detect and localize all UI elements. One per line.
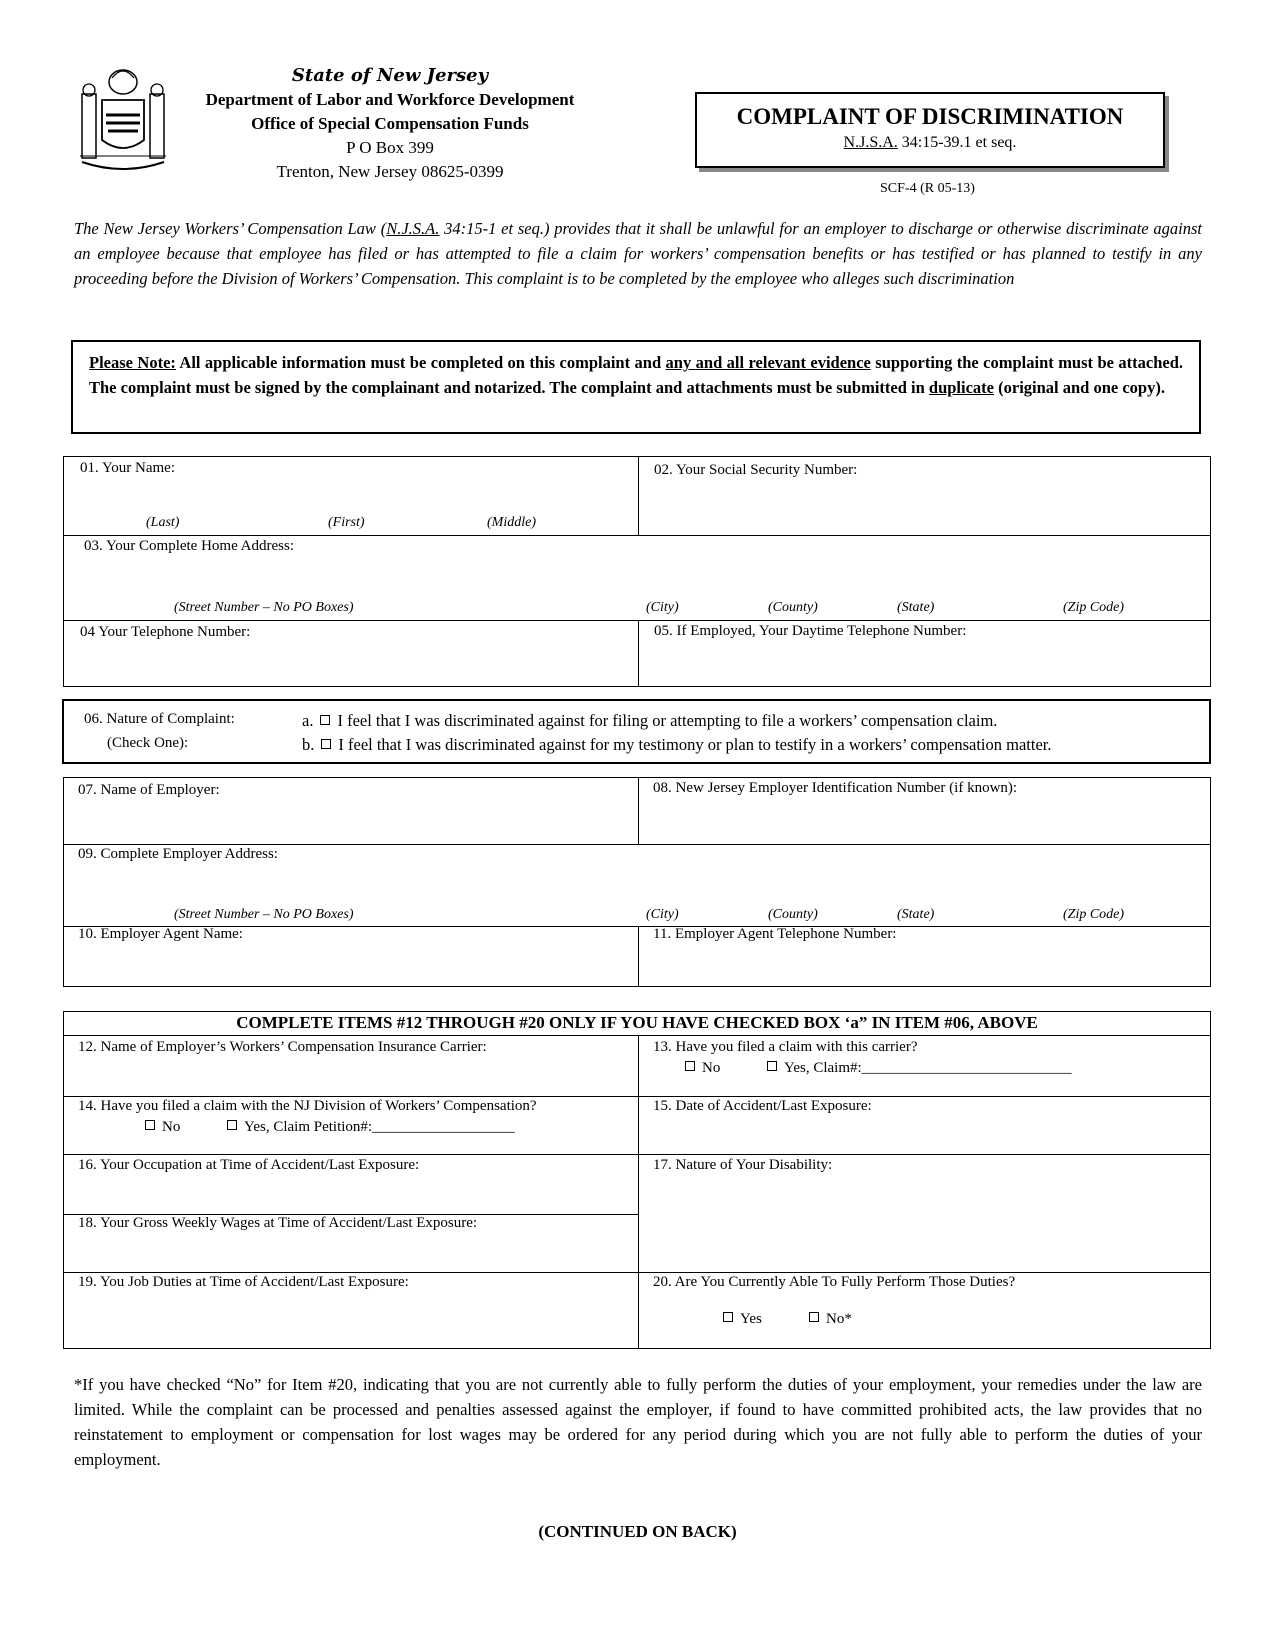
po-box: P O Box 399: [346, 138, 434, 157]
home-state-label: (State): [897, 600, 935, 615]
employer-agent-name-field[interactable]: 10. Employer Agent Name:: [78, 926, 243, 942]
able-yes-label: Yes: [740, 1311, 762, 1327]
complaint-option-a[interactable]: [302, 711, 997, 731]
division-no-checkbox[interactable]: [145, 1120, 155, 1130]
carrier-claim-yes-option[interactable]: [760, 1060, 1072, 1077]
home-street-label: (Street Number – No PO Boxes): [174, 600, 354, 615]
nature-of-complaint-label: 06. Nature of Complaint:: [84, 711, 235, 727]
employer-id-field[interactable]: 08. New Jersey Employer Identification Number (if known):: [653, 780, 1018, 796]
division-claim-no-option[interactable]: [138, 1119, 180, 1136]
intro-text-2: 34:15-1 et seq.) provides that it shall be unlawful for an employer to discharge or otherwise discriminate against an employee because that employee has filed or has attempted to file a claim for workers’ compensation benefits or has testified or has planned to testify in any proceeding before the Division of Workers’ Compensation. This complaint is to be completed by the employee who alleges such discrimination: [74, 219, 1202, 288]
home-county-label: (County): [768, 600, 818, 615]
able-yes-checkbox[interactable]: [723, 1312, 733, 1322]
home-zip-label: (Zip Code): [1063, 600, 1125, 615]
state-seal-image: [74, 60, 172, 178]
daytime-telephone-field[interactable]: 05. If Employed, Your Daytime Telephone Number:: [654, 623, 967, 639]
option-a-checkbox[interactable]: [320, 715, 330, 725]
employer-city-label: (City): [646, 907, 679, 922]
option-a-text: I feel that I was discriminated against for filing or attempting to file a workers’ compensation claim.: [337, 711, 998, 730]
complaint-option-b[interactable]: [302, 735, 1052, 755]
carrier-no-label: No: [702, 1060, 721, 1076]
ssn-field[interactable]: 02. Your Social Security Number:: [654, 462, 858, 478]
employer-county-label: (County): [768, 907, 818, 922]
please-note-box: [71, 340, 1201, 434]
note-duplicate: duplicate: [928, 378, 994, 397]
option-a-letter: a.: [302, 711, 314, 730]
disability-nature-field[interactable]: 17. Nature of Your Disability:: [653, 1157, 833, 1173]
your-name-field[interactable]: 01. Your Name:: [80, 460, 176, 476]
intro-paragraph: [74, 216, 1202, 291]
note-text-1: All applicable information must be completed on this complaint and: [175, 353, 666, 372]
employer-agent-phone-field[interactable]: 11. Employer Agent Telephone Number:: [653, 926, 897, 942]
able-to-perform-question: 20. Are You Currently Able To Fully Perform Those Duties?: [653, 1274, 1016, 1290]
option-b-text: I feel that I was discriminated against for my testimony or plan to testify in a workers’ compensation matter.: [338, 735, 1052, 754]
accident-date-field[interactable]: 15. Date of Accident/Last Exposure:: [653, 1098, 872, 1114]
agency-city: Trenton, New Jersey 08625-0399: [276, 162, 504, 181]
form-number: SCF-4 (R 05-13): [880, 181, 975, 196]
claim-details-section: [63, 1011, 1211, 1349]
home-address-field[interactable]: 03. Your Complete Home Address:: [84, 538, 294, 554]
division-yes-label: Yes, Claim Petition#:___________________: [244, 1119, 515, 1135]
carrier-claim-question: 13. Have you filed a claim with this carrier?: [653, 1039, 918, 1055]
name-middle-label: (Middle): [487, 515, 536, 530]
carrier-claim-no-option[interactable]: [678, 1060, 720, 1077]
form-title-box: [695, 92, 1165, 168]
department-name: Department of Labor and Workforce Development: [205, 90, 575, 109]
gross-wages-field[interactable]: 18. Your Gross Weekly Wages at Time of Accident/Last Exposure:: [78, 1215, 478, 1231]
nature-of-complaint-section: [62, 699, 1211, 764]
agency-header: [175, 64, 605, 184]
division-yes-checkbox[interactable]: [227, 1120, 237, 1130]
option-b-letter: b.: [302, 735, 315, 754]
insurance-carrier-field[interactable]: 12. Name of Employer’s Workers’ Compensation Insurance Carrier:: [78, 1039, 487, 1055]
carrier-yes-label: Yes, Claim#:____________________________: [784, 1060, 1072, 1076]
division-claim-question: 14. Have you filed a claim with the NJ Division of Workers’ Compensation?: [78, 1098, 537, 1114]
state-name: State of New Jersey: [291, 65, 489, 86]
division-no-label: No: [162, 1119, 181, 1135]
employer-name-field[interactable]: 07. Name of Employer:: [78, 782, 220, 798]
continued-on-back: (CONTINUED ON BACK): [538, 1522, 737, 1541]
note-evidence: any and all relevant evidence: [665, 353, 871, 372]
please-note-text: [89, 350, 1183, 400]
statute-number: 34:15-39.1 et seq.: [897, 134, 1017, 151]
employer-address-field[interactable]: 09. Complete Employer Address:: [78, 846, 278, 862]
employer-street-label: (Street Number – No PO Boxes): [174, 907, 354, 922]
employer-state-label: (State): [897, 907, 935, 922]
statute-reference: [697, 134, 1163, 152]
check-one-label: (Check One):: [107, 735, 189, 751]
carrier-yes-checkbox[interactable]: [767, 1061, 777, 1071]
item-20-footnote: *If you have checked “No” for Item #20, indicating that you are not currently able to fully perform the duties of your employment, your remedies under the law are limited. While the complaint can be processed and penalties assessed against the employer, if found to have committed prohibited acts, the law provides that no reinstatement to employment or compensation for lost wages may be ordered for any period during which you are not fully able to perform the duties of your employment.: [74, 1375, 1202, 1469]
home-city-label: (City): [646, 600, 679, 615]
able-no-label: No*: [826, 1311, 852, 1327]
intro-text-1: The New Jersey Workers’ Compensation Law (: [74, 219, 387, 238]
employer-info-section: [63, 777, 1211, 987]
carrier-no-checkbox[interactable]: [685, 1061, 695, 1071]
name-first-label: (First): [328, 515, 365, 530]
employer-zip-label: (Zip Code): [1063, 907, 1125, 922]
statute-abbrev: N.J.S.A.: [843, 134, 898, 151]
form-title: COMPLAINT OF DISCRIMINATION: [736, 104, 1124, 129]
option-b-checkbox[interactable]: [321, 739, 331, 749]
able-no-option[interactable]: [802, 1311, 852, 1328]
occupation-field[interactable]: 16. Your Occupation at Time of Accident/Last Exposure:: [78, 1157, 420, 1173]
job-duties-field[interactable]: 19. You Job Duties at Time of Accident/Last Exposure:: [78, 1274, 409, 1290]
name-last-label: (Last): [146, 515, 180, 530]
note-text-2: supporting the complaint must be attached. The complaint must be signed by the complainant and notarized. The complaint and attachments must be submitted in: [89, 353, 1183, 397]
claim-details-heading: COMPLETE ITEMS #12 THROUGH #20 ONLY IF YOU HAVE CHECKED BOX ‘a” IN ITEM #06, ABOVE: [236, 1013, 1038, 1032]
complainant-info-section: [63, 456, 1211, 687]
division-claim-yes-option[interactable]: [220, 1119, 515, 1136]
able-yes-option[interactable]: [716, 1311, 762, 1328]
note-label: Please Note:: [89, 353, 176, 372]
telephone-field[interactable]: 04 Your Telephone Number:: [80, 624, 251, 640]
note-text-3: (original and one copy).: [994, 378, 1165, 397]
able-no-checkbox[interactable]: [809, 1312, 819, 1322]
office-name: Office of Special Compensation Funds: [251, 114, 529, 133]
intro-statute-ref: N.J.S.A.: [386, 219, 440, 238]
